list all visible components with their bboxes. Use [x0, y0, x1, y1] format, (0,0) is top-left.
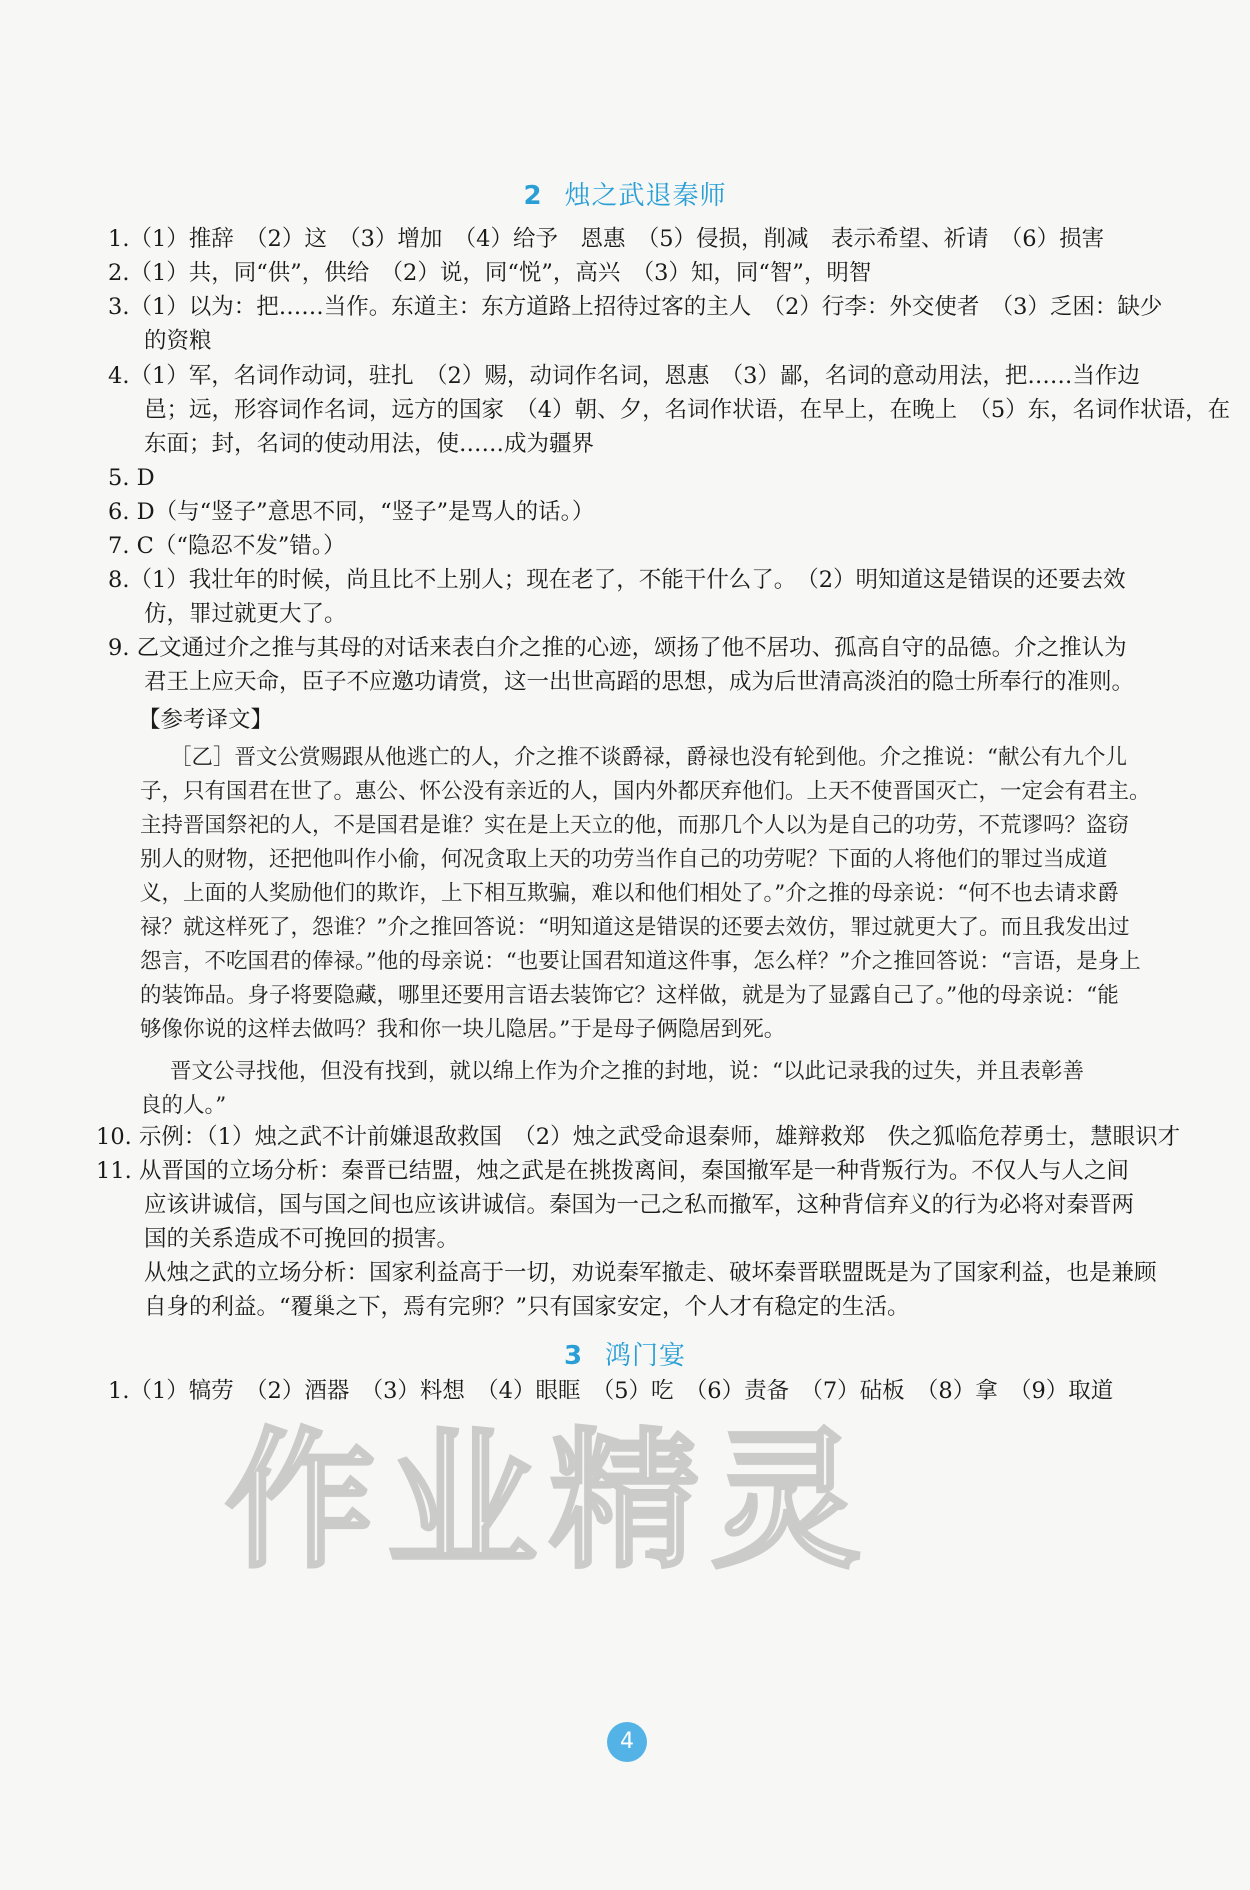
- translation-line: 良的人。”: [140, 1093, 227, 1118]
- answer-line: 的资粮: [144, 328, 212, 354]
- translation-line: 义，上面的人奖励他们的欺诈，上下相互欺骗，难以和他们相处了。”介之推的母亲说：“何不也去请求爵: [140, 881, 1119, 906]
- answer-line: 邑；远，形容词作名词，远方的国家 （4）朝、夕，名词作状语，在早上，在晚上 （5）东，名词作状语，在: [144, 397, 1231, 423]
- answer-line: 国的关系造成不可挽回的损害。: [144, 1226, 460, 1252]
- answer-line: 2.（1）共，同“供”，供给 （2）说，同“悦”，高兴 （3）知，同“智”，明智: [108, 260, 872, 286]
- section-3-number: 3: [563, 1341, 584, 1371]
- answer-line: 自身的利益。“覆巢之下，焉有完卵？”只有国家安定，个人才有稳定的生活。: [144, 1294, 910, 1320]
- watermark: 作业精灵: [225, 1415, 874, 1589]
- answer-line: 7. C（“隐忍不发”错。）: [108, 533, 346, 559]
- section-2-title: [0, 175, 1250, 212]
- section-3-title: [0, 1335, 1250, 1372]
- answer-line: 8.（1）我壮年的时候，尚且比不上别人；现在老了，不能干什么了。 （2）明知道这是错误的还要去效: [108, 567, 1126, 593]
- answer-line: 3.（1）以为：把……当作。东道主：东方道路上招待过客的主人 （2）行李：外交使者 （3）乏困：缺少: [108, 294, 1163, 320]
- answer-line: 4.（1）军，名词作动词，驻扎 （2）赐，动词作名词，恩惠 （3）鄙，名词的意动用法，把……当作边: [108, 363, 1140, 389]
- translation-line: 子，只有国君在世了。惠公、怀公没有亲近的人，国内外都厌弃他们。上天不使晋国灭亡，一定会有君主。: [140, 779, 1151, 804]
- translation-line: 主持晋国祭祀的人，不是国君是谁？实在是上天立的他，而那几个人以为是自己的功劳，不荒谬吗？盗窃: [140, 813, 1130, 838]
- answer-line: 1.（1）犒劳 （2）酒器 （3）料想 （4）眼眶 （5）吃 （6）责备 （7）砧板 （8）拿 （9）取道: [108, 1378, 1114, 1404]
- answer-line: 应该讲诚信，国与国之间也应该讲诚信。秦国为一己之私而撤军，这种背信弃义的行为必将对秦晋两: [144, 1192, 1135, 1218]
- answer-line: 11. 从晋国的立场分析：秦晋已结盟，烛之武是在挑拨离间，秦国撤军是一种背叛行为。不仅人与人之间: [96, 1158, 1129, 1184]
- translation-line: 怨言，不吃国君的俸禄。”他的母亲说：“也要让国君知道这件事，怎么样？”介之推回答说：“言语，是身上: [140, 949, 1141, 974]
- section-3-title-text: 鸿门宴: [605, 1341, 687, 1371]
- translation-line: 晋文公寻找他，但没有找到，就以绵上作为介之推的封地，说：“以此记录我的过失，并且表彰善: [170, 1059, 1084, 1084]
- translation-line: 的装饰品。身子将要隐藏，哪里还要用言语去装饰它？这样做，就是为了显露自己了。”他的母亲说：“能: [140, 983, 1119, 1008]
- answer-line: 1.（1）推辞 （2）这 （3）增加 （4）给予 恩惠 （5）侵损，削减 表示希望、祈请 （6）损害: [108, 226, 1105, 252]
- answer-line: 东面；封，名词的使动用法，使……成为疆界: [144, 431, 595, 457]
- translation-line: ［乙］晋文公赏赐跟从他逃亡的人，介之推不谈爵禄，爵禄也没有轮到他。介之推说：“献公有九个儿: [170, 745, 1127, 770]
- reference-translation-label: 【参考译文】: [138, 707, 274, 733]
- translation-line: 够像你说的这样去做吗？我和你一块儿隐居。”于是母子俩隐居到死。: [140, 1017, 786, 1042]
- section-2-number: 2: [523, 181, 543, 211]
- answer-line: 从烛之武的立场分析：国家利益高于一切，劝说秦军撤走、破坏秦晋联盟既是为了国家利益，也是兼顾: [144, 1260, 1157, 1286]
- section-2-title-text: 烛之武退秦师: [564, 181, 727, 211]
- answer-line: 5. D: [108, 465, 155, 491]
- answer-line: 6. D（与“竖子”意思不同，“竖子”是骂人的话。）: [108, 499, 595, 525]
- page-number: 4: [607, 1722, 647, 1762]
- translation-line: 禄？就这样死了，怨谁？”介之推回答说：“明知道这是错误的还要去效仿，罪过就更大了。而且我发出过: [140, 915, 1130, 940]
- answer-line: 10. 示例：（1）烛之武不计前嫌退敌救国 （2）烛之武受命退秦师，雄辩救郑 佚之狐临危荐勇士，慧眼识才: [96, 1124, 1181, 1150]
- answer-line: 9. 乙文通过介之推与其母的对话来表白介之推的心迹，颂扬了他不居功、孤高自守的品德。介之推认为: [108, 635, 1127, 661]
- translation-line: 别人的财物，还把他叫作小偷，何况贪取上天的功劳当作自己的功劳呢？下面的人将他们的罪过当成道: [140, 847, 1108, 872]
- answer-line: 君王上应天命，臣子不应邀功请赏，这一出世高蹈的思想，成为后世清高淡泊的隐士所奉行的准则。: [144, 669, 1135, 695]
- answer-line: 仿，罪过就更大了。: [144, 601, 347, 627]
